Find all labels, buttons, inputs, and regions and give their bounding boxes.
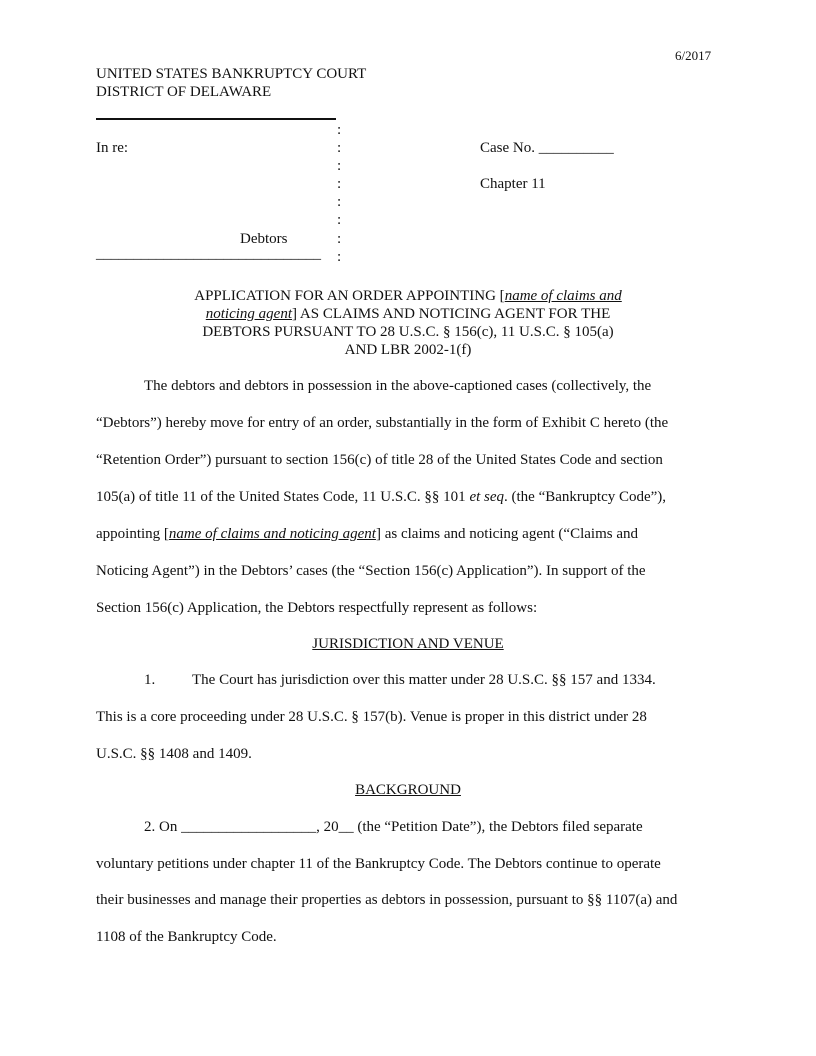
background-line: 2. On __________________, 20__ (the “Petition Date”), the Debtors filed separate <box>144 819 643 835</box>
jurisdiction-line: U.S.C. §§ 1408 and 1409. <box>96 746 252 762</box>
document-title <box>96 287 720 359</box>
background-line: 1108 of the Bankruptcy Code. <box>96 929 277 945</box>
case-no-label: Case No. <box>480 140 535 156</box>
caption-colon: : <box>337 231 342 247</box>
background-line: their businesses and manage their properties as debtors in possession, pursuant to §§ 1107(a) and <box>96 892 678 908</box>
in-re-label: In re: <box>96 140 129 156</box>
intro-line <box>96 526 638 543</box>
intro-text: appointing [ <box>96 526 169 542</box>
intro-line: Noticing Agent”) in the Debtors’ cases (the “Section 156(c) Application”). In support of the <box>96 563 646 579</box>
intro-line: The debtors and debtors in possession in the above-captioned cases (collectively, the <box>144 378 652 394</box>
form-date: 6/2017 <box>675 48 712 63</box>
paragraph-number: 1. <box>144 672 156 688</box>
caption-top-rule <box>96 118 336 120</box>
chapter-label: Chapter 11 <box>480 176 546 192</box>
court-name-line2: DISTRICT OF DELAWARE <box>96 84 272 100</box>
title-line4: AND LBR 2002-1(f) <box>344 342 472 358</box>
title-line2: ] AS CLAIMS AND NOTICING AGENT FOR THE <box>292 306 611 322</box>
caption-colon: : <box>337 249 342 265</box>
court-name-line1: UNITED STATES BANKRUPTCY COURT <box>96 66 367 82</box>
caption-colon: : <box>337 122 342 138</box>
agent-placeholder: name of claims and noticing agent <box>168 526 376 542</box>
title-line3: DEBTORS PURSUANT TO 28 U.S.C. § 156(c), 11 U.S.C. § 105(a) <box>202 324 614 340</box>
case-number <box>480 140 614 157</box>
intro-line: Section 156(c) Application, the Debtors respectfully represent as follows: <box>96 600 538 616</box>
intro-text: . (the “Bankruptcy Code”), <box>504 489 667 505</box>
caption-colon: : <box>337 212 342 228</box>
caption-colon: : <box>337 176 342 192</box>
caption-colon: : <box>337 194 342 210</box>
intro-line: “Debtors”) hereby move for entry of an order, substantially in the form of Exhibit C hereto (the <box>96 415 669 431</box>
caption-bottom-rule: ______________________________ <box>96 246 321 262</box>
title-agent-placeholder: name of claims and <box>504 288 622 304</box>
background-line: voluntary petitions under chapter 11 of the Bankruptcy Code. The Debtors continue to operate <box>96 856 661 872</box>
caption-colon: : <box>337 140 342 156</box>
case-no-blank: __________ <box>538 140 614 156</box>
title-agent-placeholder: noticing agent <box>205 306 293 322</box>
intro-line: “Retention Order”) pursuant to section 156(c) of title 28 of the United States Code and section <box>96 452 663 468</box>
section-heading-background: BACKGROUND <box>355 782 461 798</box>
title-line1: APPLICATION FOR AN ORDER APPOINTING [ <box>194 288 505 304</box>
jurisdiction-line: The Court has jurisdiction over this matter under 28 U.S.C. §§ 157 and 1334. <box>192 672 656 688</box>
intro-italic: et seq <box>469 489 505 505</box>
intro-text: 105(a) of title 11 of the United States Code, 11 U.S.C. §§ 101 <box>96 489 470 505</box>
intro-text: ] as claims and noticing agent (“Claims and <box>375 526 638 542</box>
caption-colon: : <box>337 158 342 174</box>
intro-line <box>96 489 666 506</box>
jurisdiction-line: This is a core proceeding under 28 U.S.C. § 157(b). Venue is proper in this district under 28 <box>96 709 647 725</box>
debtors-label: Debtors <box>240 231 288 247</box>
section-heading-jurisdiction: JURISDICTION AND VENUE <box>312 636 504 652</box>
